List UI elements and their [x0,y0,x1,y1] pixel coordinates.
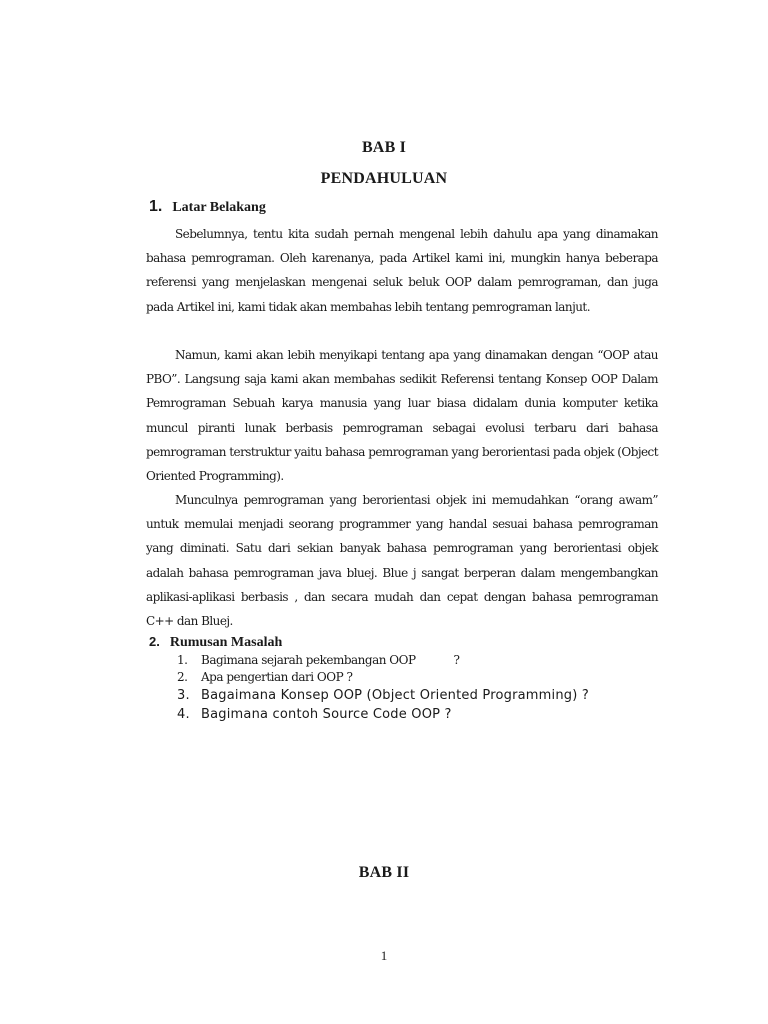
list-item [177,652,589,669]
list-item-text: Bagimana contoh Source Code OOP ? [201,707,452,722]
paragraph-text: Munculnya pemrograman yang berorientasi objek ini memudahkan “orang awam” untuk memulai menjadi seorang programmer yang handal sesuai bahasa pemrograman yang diminati. Satu dari sekian banyak bahasa pemrograman yang berorientasi objek adalah bahasa pemrograman java bluej. Blue j sangat berperan dalam mengembangkan aplikasi-aplikasi berbasis , dan secara mudah dan cepat dengan bahasa pemrograman C++ dan Bluej. [146,493,658,629]
chapter-title: PENDAHULUAN [320,170,448,187]
list-item [177,705,589,724]
list-item [177,669,589,686]
list-item [177,686,589,705]
list-item-number: 1. [177,653,188,667]
section-title: Rumusan Masalah [169,635,283,650]
list-item-number: 4. [177,707,190,722]
list-item-text: Bagimana sejarah pekembangan OOP [201,653,416,667]
list-item-text: Apa pengertian dari OOP ? [201,670,353,684]
list-item-text: Bagaimana Konsep OOP (Object Oriented Programming) ? [201,688,589,703]
paragraph [146,222,658,319]
paragraph-text: Namun, kami akan lebih menyikapi tentang apa yang dinamakan dengan “OOP atau PBO”. Langsung saja kami akan membahas sedikit Referensi tentang Konsep OOP Dalam Pemrograman Sebuah karya manusia yang luar biasa didalam dunia komputer ketika muncul piranti lunak berbasis pemrograman sebagai evolusi terbaru dari bahasa pemrograman terstruktur yaitu bahasa pemrograman yang berorientasi pada objek (Object Oriented Programming). [146,348,658,484]
section-heading-latar-belakang [149,198,266,216]
paragraph-text: Sebelumnya, tentu kita sudah pernah mengenal lebih dahulu apa yang dinamakan bahasa pemrograman. Oleh karenanya, pada Artikel kami ini, mungkin hanya beberapa referensi yang menjelaskan mengenai seluk beluk OOP dalam pemrograman, dan juga pada Artikel ini, kami tidak akan membahas lebih tentang pemrograman lanjut. [146,227,658,314]
list-item-tail: ? [453,653,460,667]
paragraph [146,343,658,488]
list-item-number: 3. [177,688,190,703]
section-number: 2. [149,634,160,649]
page-number: 1 [380,948,388,963]
chapter-heading: BAB II [358,864,410,881]
section-heading-rumusan-masalah [149,634,282,651]
paragraph [146,488,658,633]
rumusan-masalah-list [177,652,589,724]
section-title: Latar Belakang [172,200,266,215]
section-number: 1. [149,198,163,215]
chapter-heading: BAB I [361,139,407,156]
list-item-number: 2. [177,670,188,684]
